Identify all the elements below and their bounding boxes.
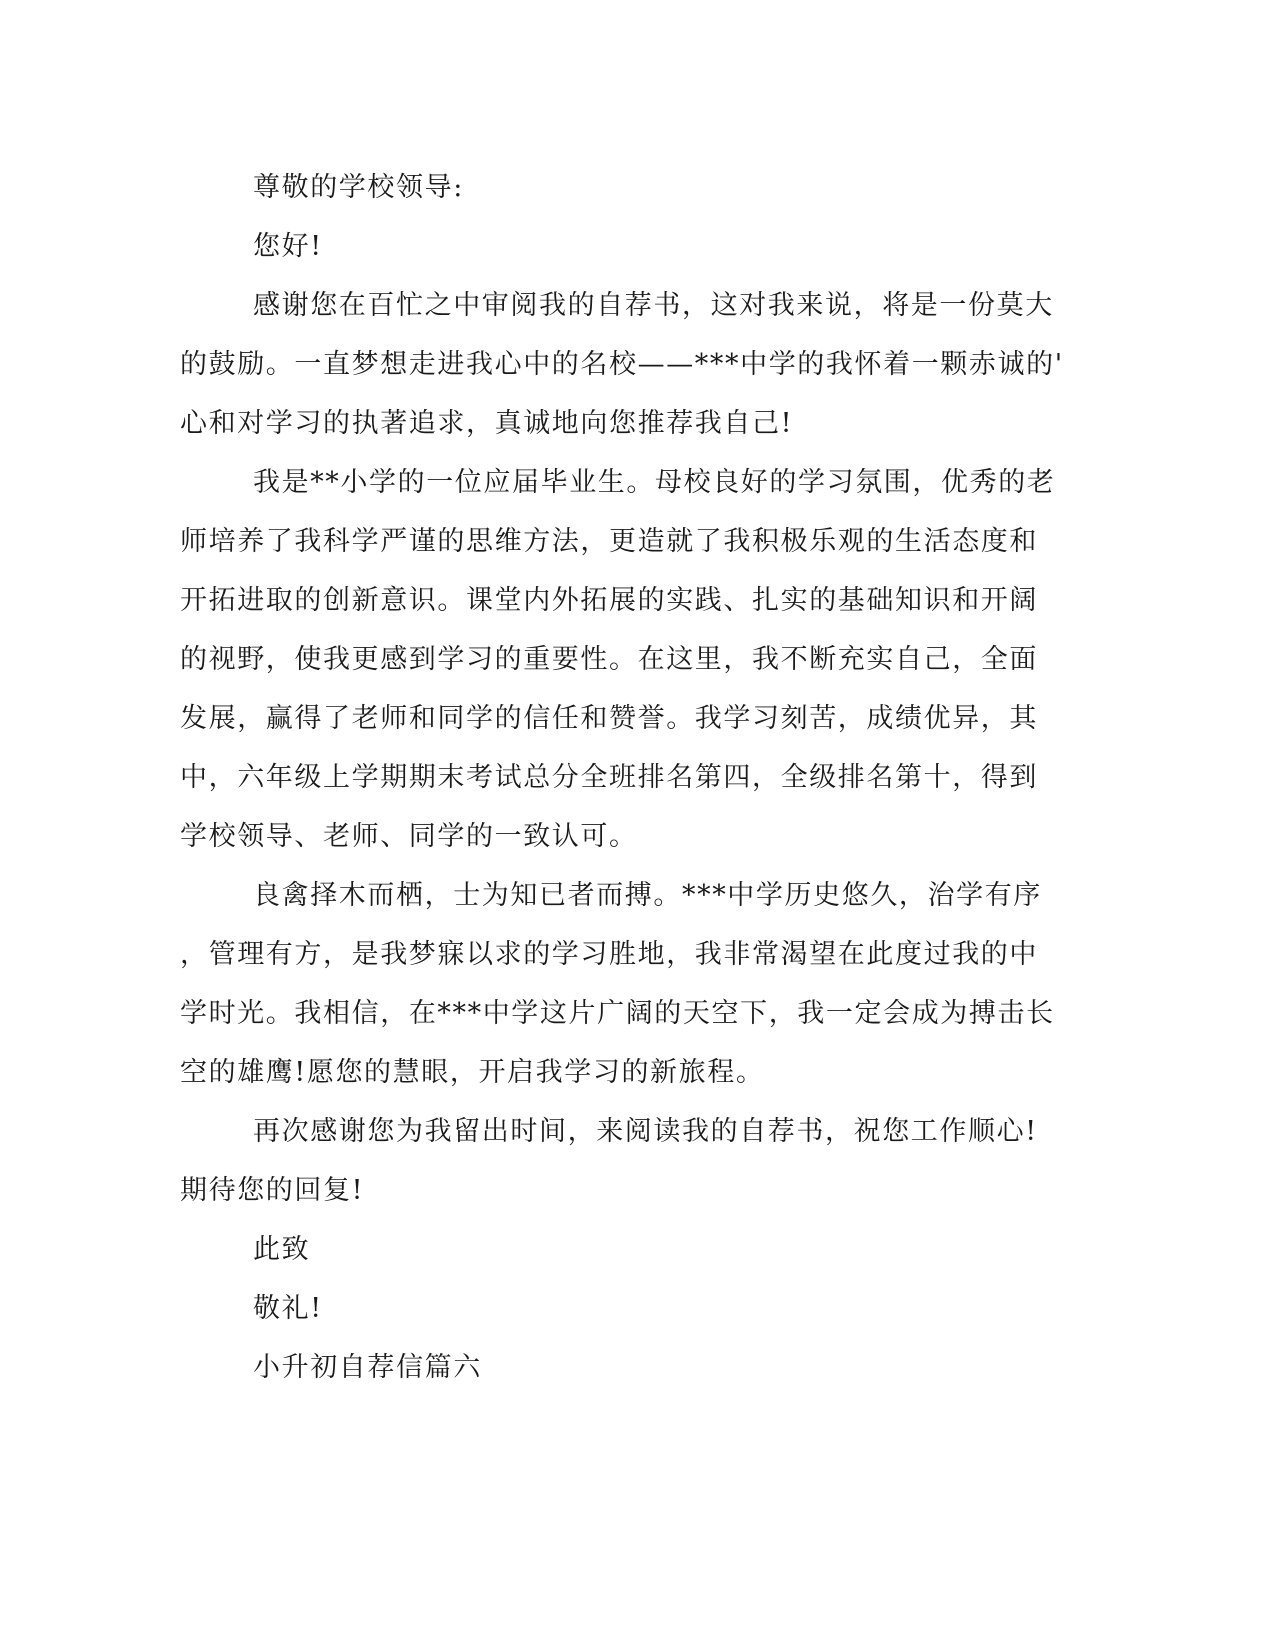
paragraph-thanks <box>180 276 1064 453</box>
text-line: 再次感谢您为我留出时间，来阅读我的自荐书，祝您工作顺心! <box>253 1116 1038 1147</box>
text-line: 中，六年级上学期期末考试总分全班排名第四，全级排名第十，得到 <box>180 762 1038 793</box>
text-line: 的视野，使我更感到学习的重要性。在这里，我不断充实自己，全面 <box>180 644 1038 675</box>
closing-salute: 敬礼! <box>253 1293 323 1324</box>
text-line: 的鼓励。一直梦想走进我心中的名校——***中学的我怀着一颗赤诚的' <box>180 349 1064 380</box>
text-line: 期待您的回复! <box>180 1175 365 1206</box>
text-line: ，管理有方，是我梦寐以求的学习胜地，我非常渴望在此度过我的中 <box>180 939 1038 970</box>
text-line: 开拓进取的创新意识。课堂内外拓展的实践、扎实的基础知识和开阔 <box>180 585 1038 616</box>
text-line: 空的雄鹰!愿您的慧眼，开启我学习的新旅程。 <box>180 1057 765 1088</box>
section-heading: 小升初自荐信篇六 <box>253 1352 482 1383</box>
text-line: 我是**小学的一位应届毕业生。母校良好的学习氛围，优秀的老 <box>253 467 1056 498</box>
paragraph-aspiration <box>180 866 1055 1102</box>
text-line: 感谢您在百忙之中审阅我的自荐书，这对我来说，将是一份莫大 <box>253 290 1054 321</box>
text-line: 良禽择木而栖，士为知已者而搏。***中学历史悠久，治学有序 <box>253 880 1042 911</box>
greeting: 您好! <box>253 231 323 262</box>
text-line: 师培养了我科学严谨的思维方法，更造就了我积极乐观的生活态度和 <box>180 526 1038 557</box>
paragraph-introduction <box>180 453 1056 866</box>
letter-body <box>180 158 1064 1397</box>
closing-phrase: 此致 <box>253 1234 311 1265</box>
paragraph-closing-thanks <box>180 1102 1038 1220</box>
text-line: 心和对学习的执著追求，真诚地向您推荐我自己! <box>180 408 794 439</box>
text-line: 学校领导、老师、同学的一致认可。 <box>180 821 638 852</box>
text-line: 学时光。我相信，在***中学这片广阔的天空下，我一定会成为搏击长 <box>180 998 1055 1029</box>
salutation: 尊敬的学校领导: <box>253 172 464 203</box>
text-line: 发展，赢得了老师和同学的信任和赞誉。我学习刻苦，成绩优异，其 <box>180 703 1038 734</box>
